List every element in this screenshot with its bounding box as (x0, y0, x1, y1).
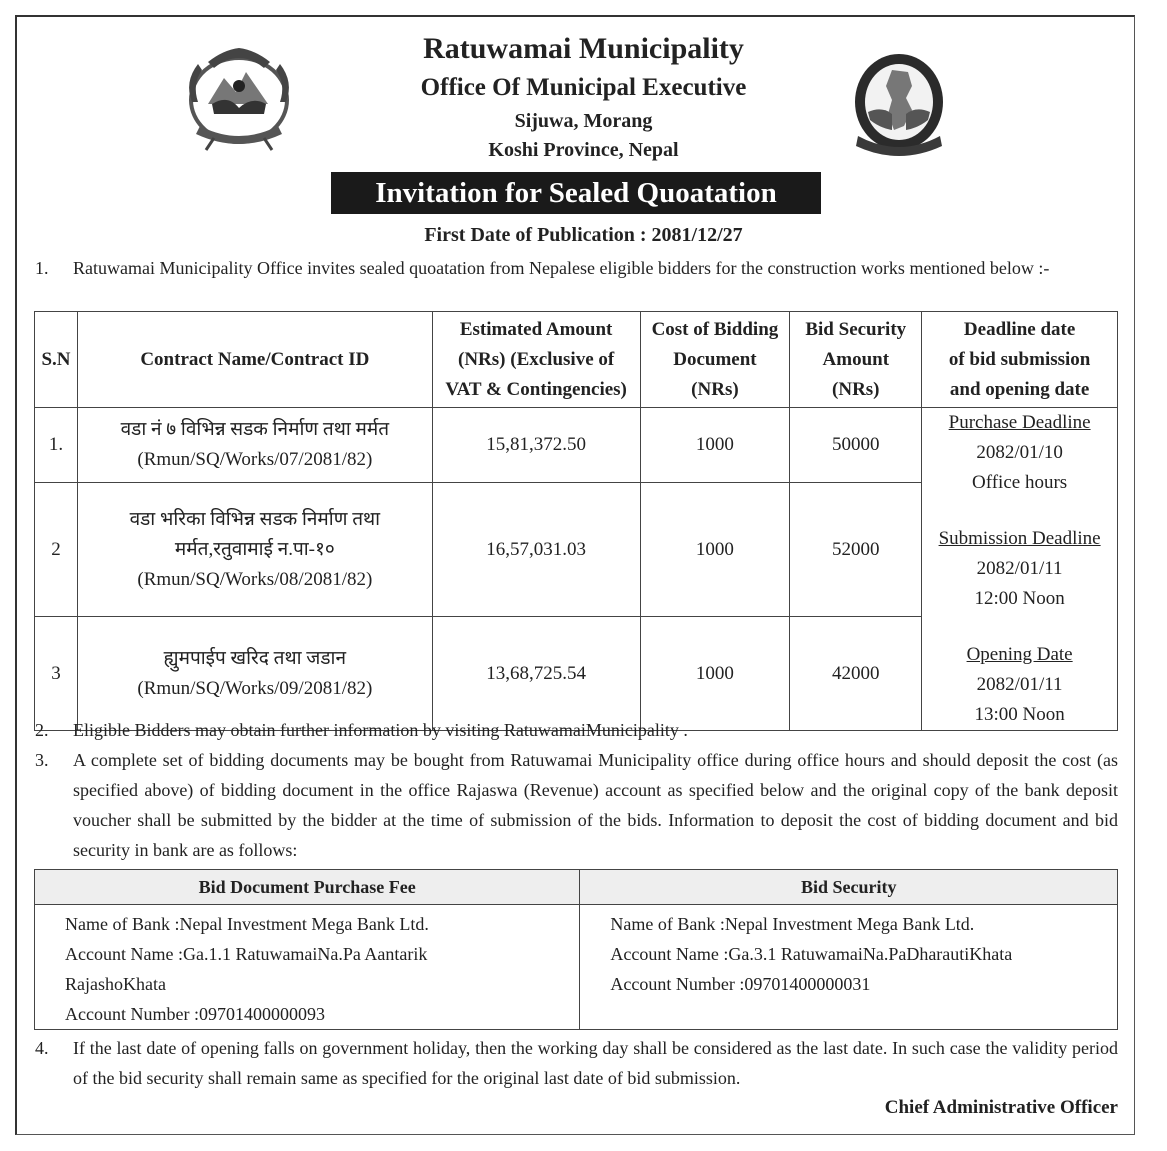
notice-title-banner: Invitation for Sealed Quoatation (331, 172, 821, 214)
opening-date: 2082/01/11 (976, 674, 1063, 695)
purchase-fee-details (35, 905, 580, 1030)
header-cost-of-bidding (640, 312, 790, 408)
account-name: Account Name :Ga.3.1 RatuwamaiNa.PaDharautiKhata (610, 944, 1013, 964)
account-number: Account Number :09701400000031 (610, 974, 871, 994)
address-line-2: Koshi Province, Nepal (488, 139, 679, 161)
header-text: Cost of Bidding (651, 318, 779, 340)
cell-cost: 1000 (640, 408, 790, 483)
bank-header-row (35, 870, 1118, 905)
paragraph-3 (35, 745, 1118, 865)
purchase-deadline-label: Purchase Deadline (948, 412, 1091, 433)
address-line-1: Sijuwa, Morang (514, 110, 653, 132)
header-text: (NRs) (Exclusive of (458, 348, 615, 370)
contract-name: ह्युमपाईप खरिद तथा जडान (163, 647, 346, 669)
cell-sn: 2 (35, 483, 78, 617)
contract-name: वडा भरिका विभिन्न सडक निर्माण तथा (129, 508, 381, 530)
cell-cost: 1000 (640, 617, 790, 731)
cell-sn: 1. (35, 408, 78, 483)
office-name: Office Of Municipal Executive (420, 74, 747, 101)
purchase-deadline-date: 2082/01/10 (976, 442, 1063, 463)
header-text: Amount (822, 348, 890, 370)
municipality-title: Ratuwamai Municipality (423, 32, 744, 65)
cell-cost: 1000 (640, 483, 790, 617)
header-text: Document (673, 348, 757, 370)
header-text: and opening date (949, 378, 1090, 400)
header-bid-security: Bid Security (580, 870, 1118, 905)
cell-deadlines (922, 408, 1118, 731)
publication-date: First Date of Publication : 2081/12/27 (424, 224, 743, 246)
bank-name: Name of Bank :Nepal Investment Mega Bank Ltd. (610, 914, 975, 934)
header-deadline (922, 312, 1118, 408)
cell-contract (77, 408, 432, 483)
bank-name: Name of Bank :Nepal Investment Mega Bank Ltd. (65, 914, 429, 934)
contract-name-line-2: मर्मत,रतुवामाई न.पा-१० (174, 538, 335, 560)
cell-contract (77, 617, 432, 731)
cell-contract (77, 483, 432, 617)
cell-sn: 3 (35, 617, 78, 731)
header-purchase-fee: Bid Document Purchase Fee (35, 870, 580, 905)
header-text: of bid submission (948, 348, 1091, 370)
cell-security: 50000 (790, 408, 922, 483)
header-text: Estimated Amount (459, 318, 613, 340)
table-row (35, 408, 1118, 483)
header-text: (NRs) (691, 378, 739, 400)
cell-amount: 16,57,031.03 (432, 483, 640, 617)
contract-id: (Rmun/SQ/Works/07/2081/82) (137, 449, 373, 471)
header-sn: S.N (35, 312, 78, 408)
header-text: Deadline date (963, 318, 1076, 340)
paragraph-2 (35, 715, 1118, 745)
bank-details-table (34, 869, 1118, 1030)
contract-id: (Rmun/SQ/Works/09/2081/82) (137, 677, 373, 699)
header-text: (NRs) (832, 378, 880, 400)
header-estimated-amount (432, 312, 640, 408)
purchase-deadline-time: Office hours (972, 472, 1068, 493)
signature: Chief Administrative Officer (884, 1097, 1118, 1118)
header-text: VAT & Contingencies) (445, 378, 627, 400)
cell-amount: 13,68,725.54 (432, 617, 640, 731)
table-header-row (35, 312, 1118, 408)
paragraph-text: If the last date of opening falls on government holiday, then the working day shall be considered as the last date. In such case the validity period of the bid security shall remain same as specified for the original last date of bid submission. (73, 1038, 1118, 1088)
bank-details-row (35, 905, 1118, 1030)
paragraph-4 (35, 1033, 1118, 1093)
header-bid-security (790, 312, 922, 408)
opening-date-label: Opening Date (966, 644, 1073, 665)
paragraph-number: 1. (35, 258, 49, 278)
account-name: Account Name :Ga.1.1 RatuwamaiNa.Pa Aantarik (65, 944, 428, 964)
bid-security-details (580, 905, 1118, 1030)
works-table (34, 311, 1118, 731)
paragraph-number: 3. (35, 750, 49, 770)
submission-deadline-date: 2082/01/11 (976, 558, 1063, 579)
paragraph-number: 2. (35, 720, 49, 740)
header-contract: Contract Name/Contract ID (77, 312, 432, 408)
paragraph-number: 4. (35, 1038, 49, 1058)
cell-amount: 15,81,372.50 (432, 408, 640, 483)
contract-name: वडा नं ७ विभिन्न सडक निर्माण तथा मर्मत (120, 419, 390, 441)
cell-security: 42000 (790, 617, 922, 731)
paragraph-text: Ratuwamai Municipality Office invites sealed quoatation from Nepalese eligible bidders for the construction works mentioned below :- (73, 258, 1050, 278)
header-text: Bid Security (805, 318, 907, 340)
submission-deadline-time: 12:00 Noon (974, 588, 1065, 609)
opening-time: 13:00 Noon (974, 704, 1065, 725)
paragraph-1 (35, 253, 1118, 283)
account-number: Account Number :09701400000093 (65, 1004, 325, 1024)
paragraph-text: A complete set of bidding documents may be bought from Ratuwamai Municipality office during office hours and should deposit the cost (as specified above) of bidding document in the office Rajaswa (Revenue) account as specified below and the original copy of the bank deposit voucher shall be submitted by the bidder at the time of submission of the bids. Information to deposit the cost of bidding document and bid security in bank are as follows: (73, 750, 1118, 860)
contract-id: (Rmun/SQ/Works/08/2081/82) (137, 568, 373, 590)
cell-security: 52000 (790, 483, 922, 617)
submission-deadline-label: Submission Deadline (938, 528, 1101, 549)
paragraph-text: Eligible Bidders may obtain further information by visiting RatuwamaiMunicipality . (73, 720, 688, 740)
account-name-cont: RajashoKhata (65, 974, 166, 994)
